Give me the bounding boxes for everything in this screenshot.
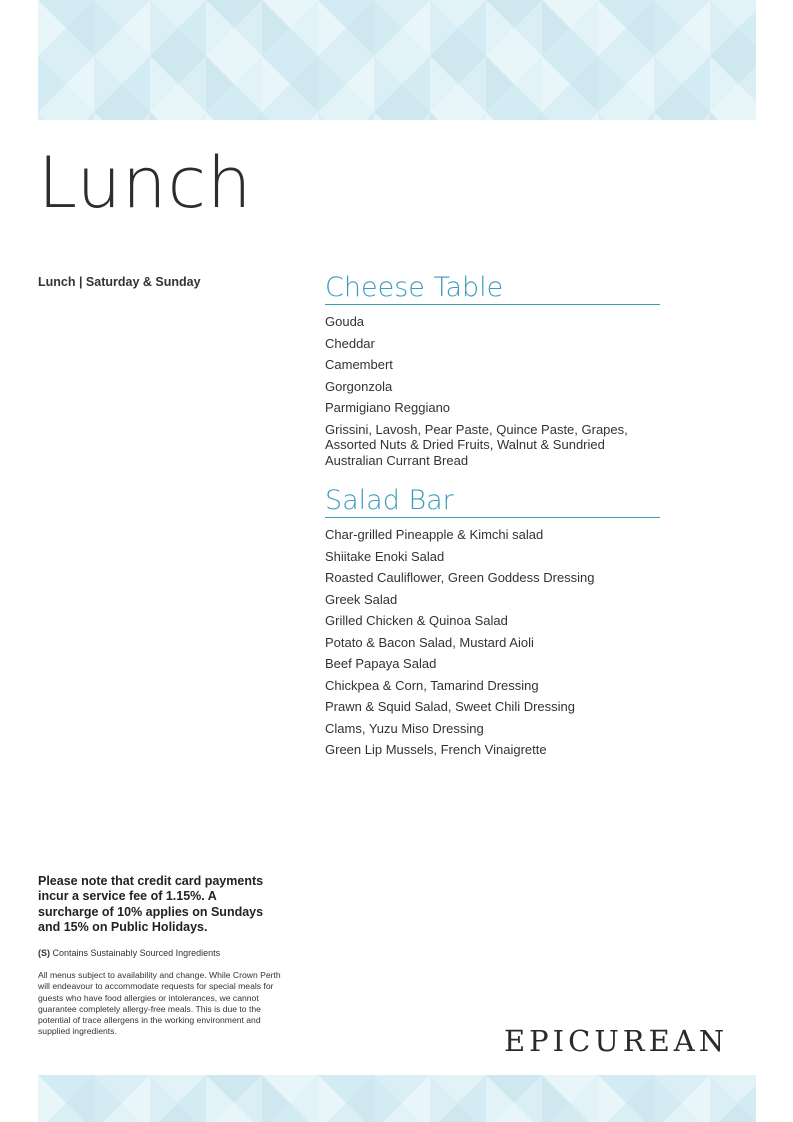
menu-item: Beef Papaya Salad — [325, 656, 437, 671]
pattern-triangle — [654, 112, 710, 120]
menu-item: Cheddar — [325, 335, 375, 351]
salad-bar-section — [325, 486, 660, 764]
menu-item: Camembert — [325, 357, 393, 372]
menu-item: Parmigiano Reggiano — [325, 400, 451, 415]
pattern-triangle — [206, 112, 262, 120]
pattern-triangle — [38, 112, 94, 120]
menu-item: Potato & Bacon Salad, Mustard Aioli — [325, 634, 534, 650]
sustainable-code: (S) — [38, 948, 50, 958]
menu-item: Clams, Yuzu Miso Dressing — [325, 720, 484, 736]
menu-item: Grissini, Lavosh, Pear Paste, Quince Paste, Grapes, Assorted Nuts & Dried Fruits, Walnut & Sundried Australian Currant Bread — [325, 421, 628, 468]
menu-list — [325, 527, 660, 758]
menu-item: Chickpea & Corn, Tamarind Dressing — [325, 677, 539, 693]
surcharge-note: Please note that credit card payments incur a service fee of 1.15%. A surcharge of 10% applies on Sundays and 15% on Public Holidays. — [38, 874, 264, 934]
pattern-triangle — [374, 112, 430, 120]
menu-item: Shiitake Enoki Salad — [325, 548, 445, 564]
bottom-pattern-band — [38, 1075, 756, 1122]
menu-list — [325, 314, 660, 468]
section-heading: Salad Bar — [325, 486, 660, 518]
sustainable-note — [38, 948, 220, 958]
pattern-triangle — [486, 112, 542, 120]
pattern-triangle — [262, 112, 318, 120]
epicurean-logo: EPICUREAN — [504, 1024, 729, 1058]
menu-item: Grilled Chicken & Quinoa Salad — [325, 613, 508, 628]
menu-item: Char-grilled Pineapple & Kimchi salad — [325, 527, 544, 542]
menu-item: Gorgonzola — [325, 378, 393, 394]
menu-item: Green Lip Mussels, French Vinaigrette — [325, 742, 547, 757]
pattern-triangle — [430, 112, 486, 120]
allergen-disclaimer: All menus subject to availability and change. While Crown Perth will endeavour to accommodate requests for special meals for guests who have food allergies or intolerances, we cannot guarantee completely allergy-free meals. This is due to the potential of trace allergens in the working environment and supplied ingredients. — [38, 970, 281, 1037]
menu-item: Gouda — [325, 314, 365, 329]
pattern-triangle — [94, 112, 150, 120]
top-pattern-band — [38, 0, 756, 120]
sustainable-label: Contains Sustainably Sourced Ingredients — [52, 948, 221, 958]
menu-item: Roasted Cauliflower, Green Goddess Dressing — [325, 570, 595, 585]
pattern-triangle — [318, 112, 374, 120]
page-title: Lunch — [38, 142, 253, 224]
pattern-triangle — [710, 112, 756, 120]
menu-item: Prawn & Squid Salad, Sweet Chili Dressing — [325, 699, 576, 714]
menu-subtitle: Lunch | Saturday & Sunday — [38, 275, 201, 289]
cheese-table-section — [325, 273, 660, 474]
pattern-triangle — [598, 112, 654, 120]
menu-item: Greek Salad — [325, 591, 398, 607]
pattern-triangle — [542, 112, 598, 120]
section-heading: Cheese Table — [325, 273, 660, 305]
pattern-triangle — [150, 112, 206, 120]
